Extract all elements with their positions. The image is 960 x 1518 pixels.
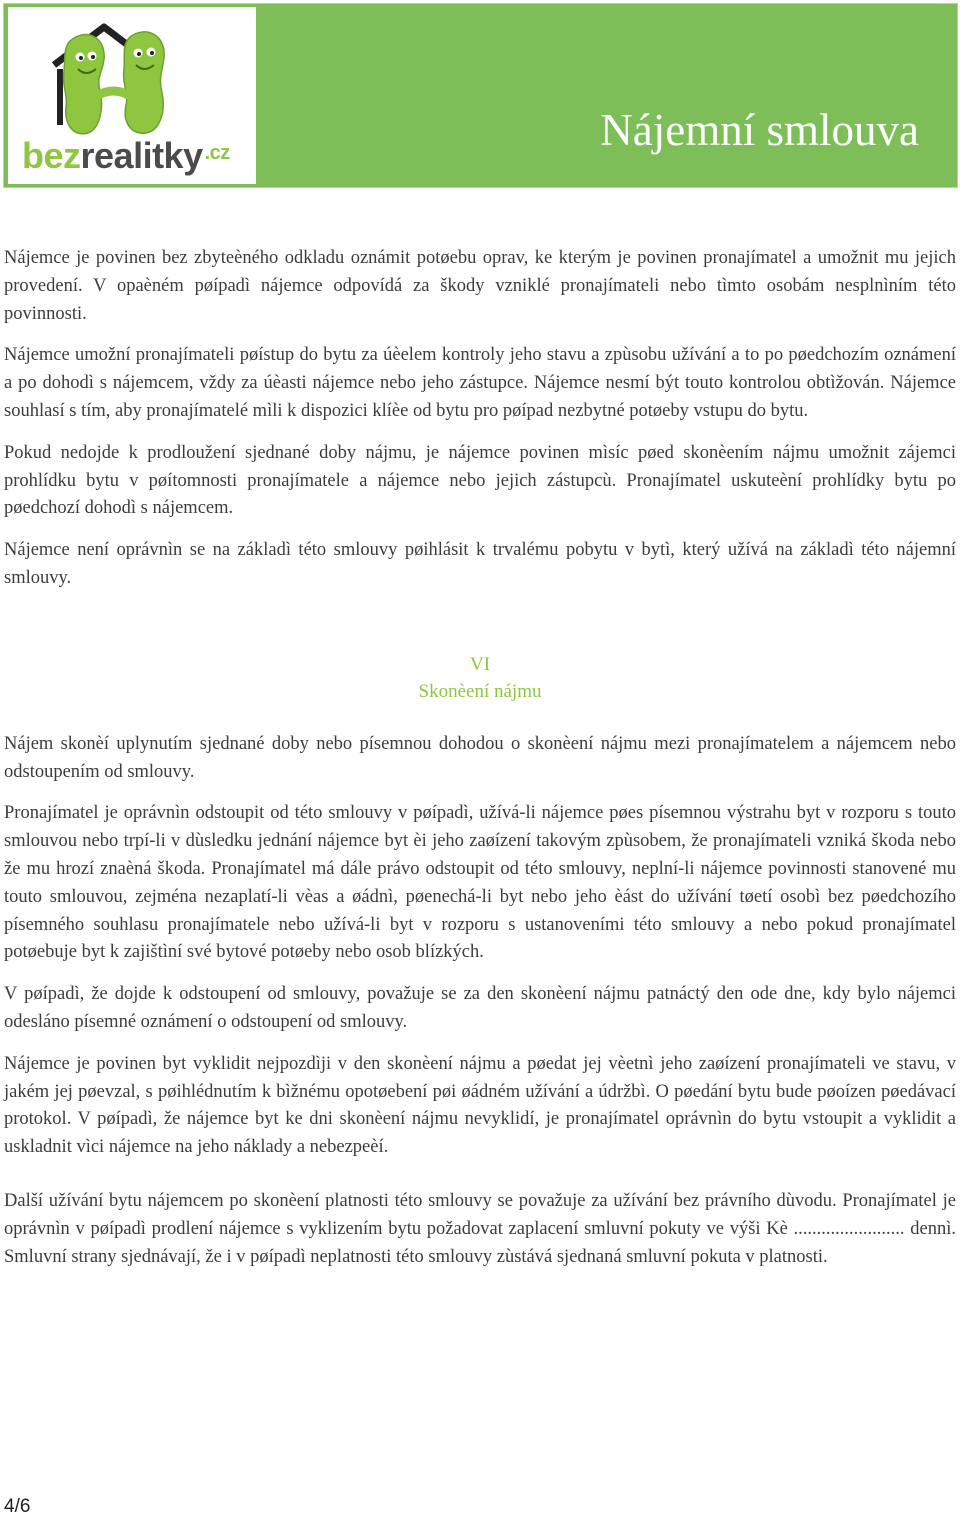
section-number: VI: [469, 653, 491, 675]
document-title: Nájemní smlouva: [600, 105, 919, 155]
paragraph: Nájemce je povinen byt vyklidit nejpozdìji v den skonèení nájmu a pøedat jej vèetnì jeho zaøízení pronajímateli ve stavu, v jakém jej pøevzal, s pøihlédnutím k bìžnému opotøebení pøi øádném užívání a údržbì. O pøedání bytu bude pøoízen pøedávací protokol. V pøípadì, že nájemce byt ke dni skonèení nájmu nevyklidí, je pronajímatel oprávnìn do bytu vstoupit a vyklidit a uskladnit vìci nájemce na jeho náklady a nebezpeèí.: [4, 1053, 956, 1158]
logo-suffix: .cz: [204, 142, 230, 164]
section-title: Skonèení nájmu: [418, 680, 542, 702]
paragraph: V pøípadì, že dojde k odstoupení od smlouvy, považuje se za den skonèení nájmu patnáctý den ode dne, kdy bylo nájemci odesláno písemné oznámení o odstoupení od smlouvy.: [4, 984, 956, 1032]
paragraph: Nájemce umožní pronajímateli pøístup do bytu za úèelem kontroly jeho stavu a zpùsobu užívání a to po pøedchozím oznámení a po dohodì s nájemcem, vždy za úèasti nájemce nebo jeho zástupce. Nájemce nesmí být touto kontrolou obtìžován. Nájemce souhlasí s tím, aby pronajímatelé mìli k dispozici klíèe od bytu pro pøípad nezbytné potøeby vstupu do bytu.: [4, 345, 956, 421]
paragraph: Nájemce je povinen bez zbyteèného odkladu oznámit potøebu oprav, ke kterým je povinen pronajímatel a umožnit mu jejich provedení. V opaèném pøípadì nájemce odpovídá za škody vzniklé pronajímateli nebo tìmto osobám nesplnìním této povinnosti.: [4, 248, 956, 324]
paragraph: Pronajímatel je oprávnìn odstoupit od této smlouvy v pøípadì, užívá-li nájemce pøes písemnou výstrahu byt v rozporu s touto smlouvou nebo trpí-li v dùsledku jednání nájemce byt èi jeho zaøízení takovým zpùsobem, že pronajímateli vzniká škoda nebo že mu hrozí znaèná škoda. Pronajímatel má dále právo odstoupit od této smlouvy, neplní-li nájemce povinnosti stanovené mu touto smlouvou, zejména nezaplatí-li vèas a øádnì, pøenechá-li byt nebo jeho èást do užívání tøetí osobì bez pøedchozího písemného souhlasu pronajímatele nebo užívá-li byt v rozporu s ustanoveními této smlouvy a nebo pokud pronajímatel potøebuje byt k zajištìní své bytové potøeby nebo osob blízkých.: [4, 803, 956, 963]
page-header: [3, 3, 958, 188]
paragraph: Pokud nedojde k prodloužení sjednané doby nájmu, je nájemce povinen mìsíc pøed skonèením nájmu umožnit zájemci prohlídku bytu v pøítomnosti pronajímatele a nájemce nebo jejich zástupcù. Pronajímatel uskuteèní prohlídky bytu po pøedchozí dohodì s nájemcem.: [4, 442, 956, 519]
paragraph: Nájemce není oprávnìn se na základì této smlouvy pøihlásit k trvalému pobytu v bytì, který užívá na základì této nájemní smlouvy.: [4, 540, 956, 588]
logo-word-bez: bez: [22, 135, 81, 176]
document-body: [4, 245, 956, 1285]
page-number: 4/6: [4, 1496, 31, 1517]
paragraph: Další užívání bytu nájemcem po skonèení platnosti této smlouvy se považuje za užívání bez právního dùvodu. Pronajímatel je oprávnìn v pøípadì prodlení nájemce s vyklizením bytu požadovat zaplacení smluvní pokuty ve výši Kè ........................ dennì. Smluvní strany sjednávají, že i v pøípadì neplatnosti této smlouvy zùstává sjednaná smluvní pokuta v platnosti.: [4, 1190, 956, 1267]
logo-wordmark: [22, 135, 230, 177]
logo: [8, 7, 256, 184]
logo-word-realitky: realitky: [80, 135, 203, 176]
section-heading: [4, 651, 956, 705]
paragraph: Nájem skonèí uplynutím sjednané doby nebo písemnou dohodou o skonèení nájmu mezi pronajímatelem a nájemcem nebo odstoupením od smlouvy.: [4, 733, 956, 782]
